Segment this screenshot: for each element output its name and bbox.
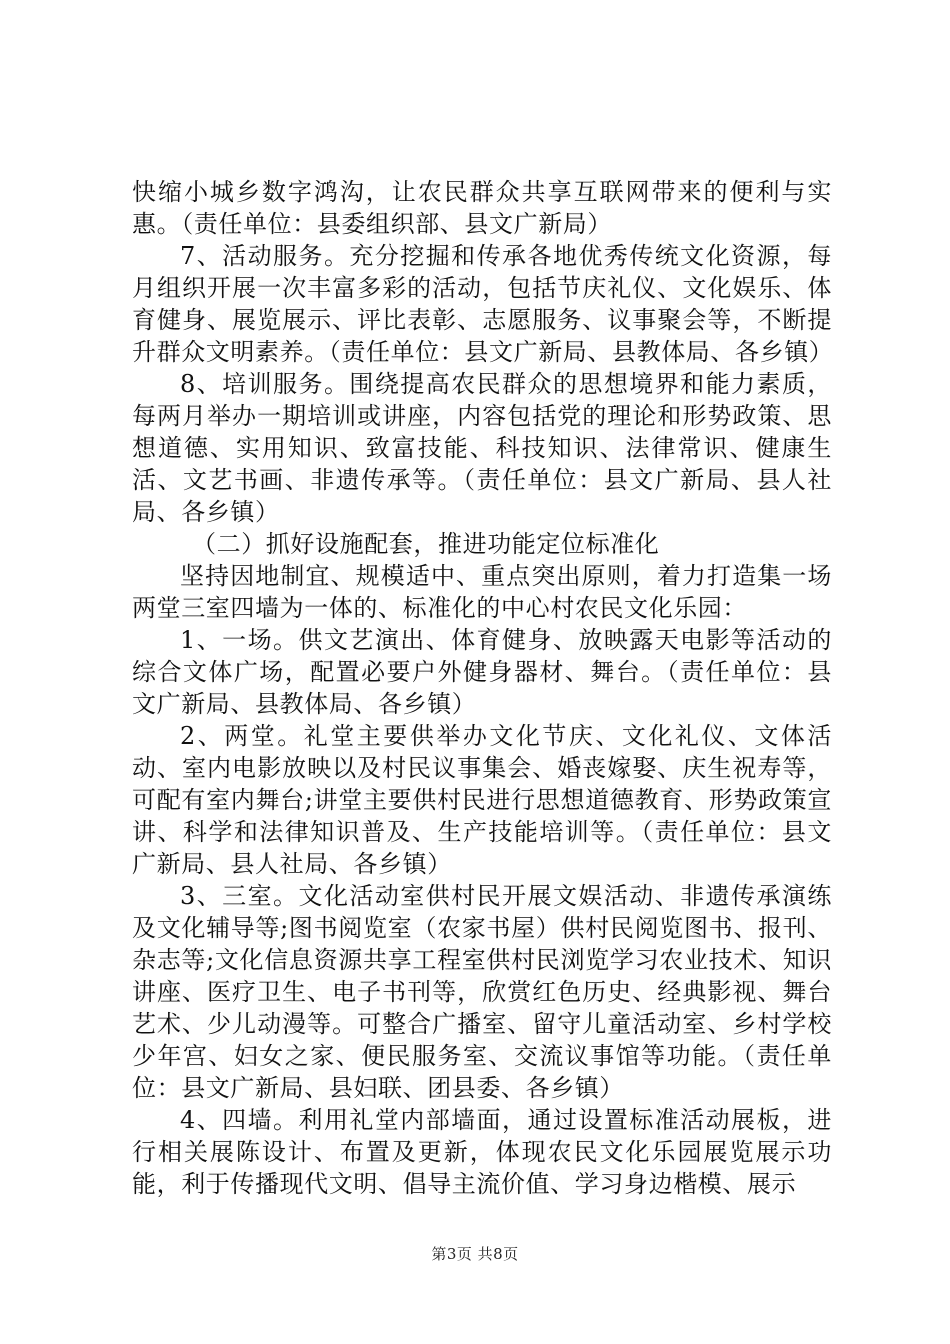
paragraph-activity-service: 7、活动服务。充分挖掘和传承各地优秀传统文化资源，每月组织开展一次丰富多彩的活动，包括节庆礼仪、文化娱乐、体育健身、展览展示、评比表彰、志愿服务、议事聚会等，不断提升群众文明素养。（责任单位：县文广新局、县教体局、各乡镇） [132, 242, 834, 366]
page-footer: 第3页 共8页 [431, 1245, 519, 1263]
paragraph-three-rooms: 3、三室。文化活动室供村民开展文娱活动、非遗传承演练及文化辅导等;图书阅览室（农家书屋）供村民阅览图书、报刊、杂志等;文化信息资源共享工程室供村民浏览学习农业技术、知识讲座、医疗卫生、电子书刊等，欣赏红色历史、经典影视、舞台艺术、少儿动漫等。可整合广播室、留守儿童活动室、乡村学校少年宫、妇女之家、便民服务室、交流议事馆等功能。（责任单位：县文广新局、县妇联、团县委、各乡镇） [132, 882, 832, 1102]
document-body [132, 176, 832, 1200]
paragraph-continuation: 快缩小城乡数字鸿沟，让农民群众共享互联网带来的便利与实惠。（责任单位：县委组织部、县文广新局） [132, 178, 832, 238]
paragraph-one-field: 1、一场。供文艺演出、体育健身、放映露天电影等活动的综合文体广场，配置必要户外健身器材、舞台。（责任单位：县文广新局、县教体局、各乡镇） [132, 626, 832, 718]
paragraph-principle: 坚持因地制宜、规模适中、重点突出原则，着力打造集一场两堂三室四墙为一体的、标准化的中心村农民文化乐园： [132, 562, 832, 622]
paragraph-training-service: 8、培训服务。围绕提高农民群众的思想境界和能力素质，每两月举办一期培训或讲座，内容包括党的理论和形势政策、思想道德、实用知识、致富技能、科技知识、法律常识、健康生活、文艺书画、非遗传承等。（责任单位：县文广新局、县人社局、各乡镇） [132, 370, 832, 526]
section-heading: （二）抓好设施配套，推进功能定位标准化 [192, 530, 660, 558]
paragraph-four-walls: 4、四墙。利用礼堂内部墙面，通过设置标准活动展板，进行相关展陈设计、布置及更新，体现农民文化乐园展览展示功能，利于传播现代文明、倡导主流价值、学习身边楷模、展示 [132, 1106, 832, 1198]
paragraph-two-halls: 2、两堂。礼堂主要供举办文化节庆、文化礼仪、文体活动、室内电影放映以及村民议事集会、婚丧嫁娶、庆生祝寿等，可配有室内舞台;讲堂主要供村民进行思想道德教育、形势政策宣讲、科学和法律知识普及、生产技能培训等。（责任单位：县文广新局、县人社局、各乡镇） [132, 722, 832, 878]
